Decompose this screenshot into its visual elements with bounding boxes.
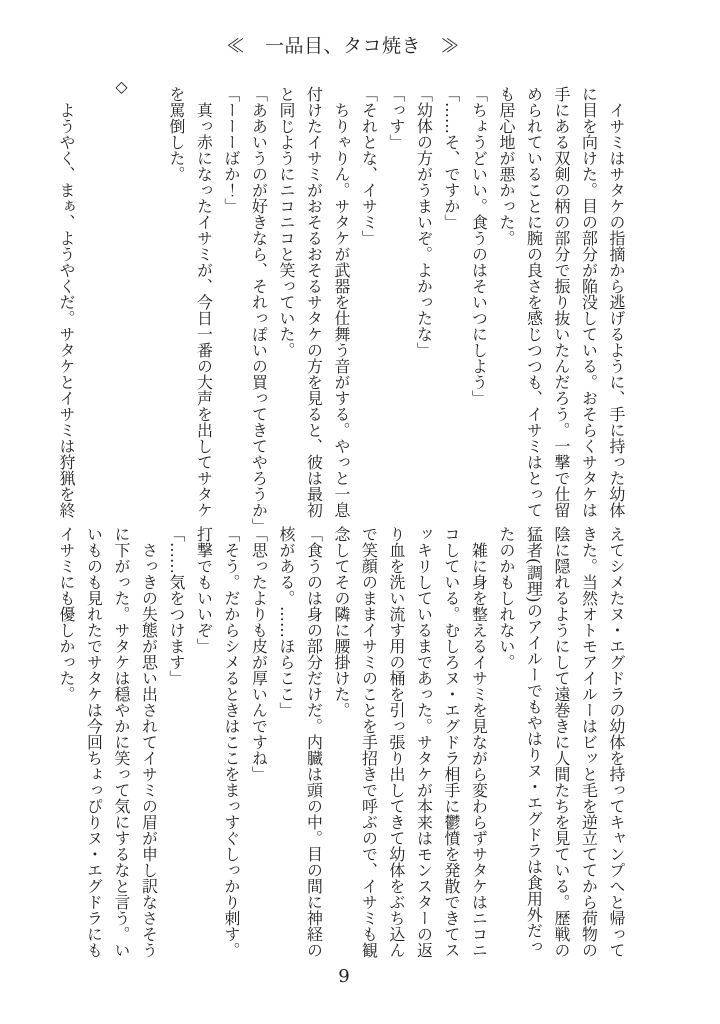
text-line: 「ちょうどいい。食うのはそいつにしよう」: [469, 86, 489, 406]
text-line: いものも見れたでサタケは今回ちょっぴりヌ・エグドラにも: [84, 526, 104, 958]
text-line: 核がある。……ほらここ」: [277, 526, 296, 718]
text-line: 「思ったよりも皮が厚いんですね」: [249, 526, 269, 782]
text-line: に下がった。サタケは穏やかに笑って気にするなと言う。い: [112, 526, 131, 958]
text-line: 真っ赤になったイサミが、今日一番の大声を出してサタケ: [194, 86, 214, 518]
blank-line: [135, 86, 163, 522]
text-line: イサミはサタケの指摘から逃げるように、手に持った幼体: [607, 86, 626, 518]
section-divider: ◇: [112, 77, 131, 97]
top-text-block: [52, 77, 630, 534]
text-line: 「それとな、イサミ」: [359, 86, 379, 246]
text-line: ちりゃりん。サタケが武器を仕舞う音がする。やっと一息: [332, 86, 351, 518]
text-line: 「食うのは身の部分だけだ。内臓は頭の中。目の間に神経の: [304, 526, 324, 958]
text-line: ようやく、まぁ、ようやくだ。サタケとイサミは狩猟を終: [57, 86, 76, 518]
text-line: と同じようにニコニコと笑っていた。: [277, 86, 296, 358]
text-line: 「っす」: [387, 86, 406, 150]
text-line: コしている。むしろヌ・エグドラ相手に鬱憤を発散できてス: [442, 526, 461, 958]
text-line: を罵倒した。: [167, 86, 186, 182]
text-line: 猛者(調理)のアイルーでもやはりヌ・エグドラは食用外だっ: [524, 526, 544, 955]
text-line: に目を向けた。目の部分が陥没している。おそらくサタケは: [579, 86, 599, 518]
text-line: で笑顔のままイサミのことを手招きで呼ぶので、イサミも観: [359, 526, 379, 958]
text-line: 「……気をつけます」: [167, 526, 186, 686]
text-line: イサミにも優しかった。: [57, 526, 76, 702]
text-line: 陰に隠れるようにして遠巻きに人間たちを見ている。歴戦の: [552, 526, 571, 958]
text-line: 打撃でもいいぞ」: [194, 526, 214, 654]
text-line: 付けたイサミがおそるおそるサタケの方を見ると、彼は最初: [304, 86, 324, 518]
text-line: められていることに腕の良さを感じつつも、イサミはとって: [524, 86, 544, 518]
text-line: 「幼体の方がうまいぞ。よかったな」: [414, 86, 434, 358]
text-line: も居心地が悪かった。: [497, 86, 516, 246]
text-line: 「そう。だからシメるときはここをまっすぐしっかり刺す。: [222, 526, 241, 958]
text-line: さっきの失態が思い出されてイサミの眉が申し訳なさそう: [139, 526, 159, 958]
text-line: 「ーーーばか！」: [222, 86, 241, 214]
text-line: 「……そ、ですか」: [442, 86, 461, 230]
text-line: きた。当然オトモアイルーはビッと毛を逆立ててから荷物の: [579, 526, 599, 958]
text-line: り血を洗い流す用の桶を引っ張り出してきて幼体をぶち込ん: [387, 526, 406, 958]
page-number: 9: [338, 966, 350, 987]
text-line: 「ああいうのが好きなら、それっぽいの買ってきてやろうか」: [249, 86, 269, 534]
bottom-text-block: [52, 526, 630, 962]
text-line: えてシメたヌ・エグドラの幼体を持ってキャンプへと帰って: [607, 526, 626, 958]
text-line: 雑に身を整えるイサミを見ながら変わらずサタケはニコニ: [469, 526, 489, 958]
blank-line: [80, 86, 108, 522]
text-line: たのかもしれない。: [497, 526, 516, 670]
text-line: ッキリしているまであった。サタケが本来はモンスターの返: [414, 526, 434, 958]
text-line: 念してその隣に腰掛けた。: [332, 526, 351, 718]
text-line: 手にある双剣の柄の部分で振り抜いたんだろう。一撃で仕留: [552, 86, 571, 518]
chapter-title: ≪ 一品目、タコ焼き ≫: [226, 35, 461, 57]
